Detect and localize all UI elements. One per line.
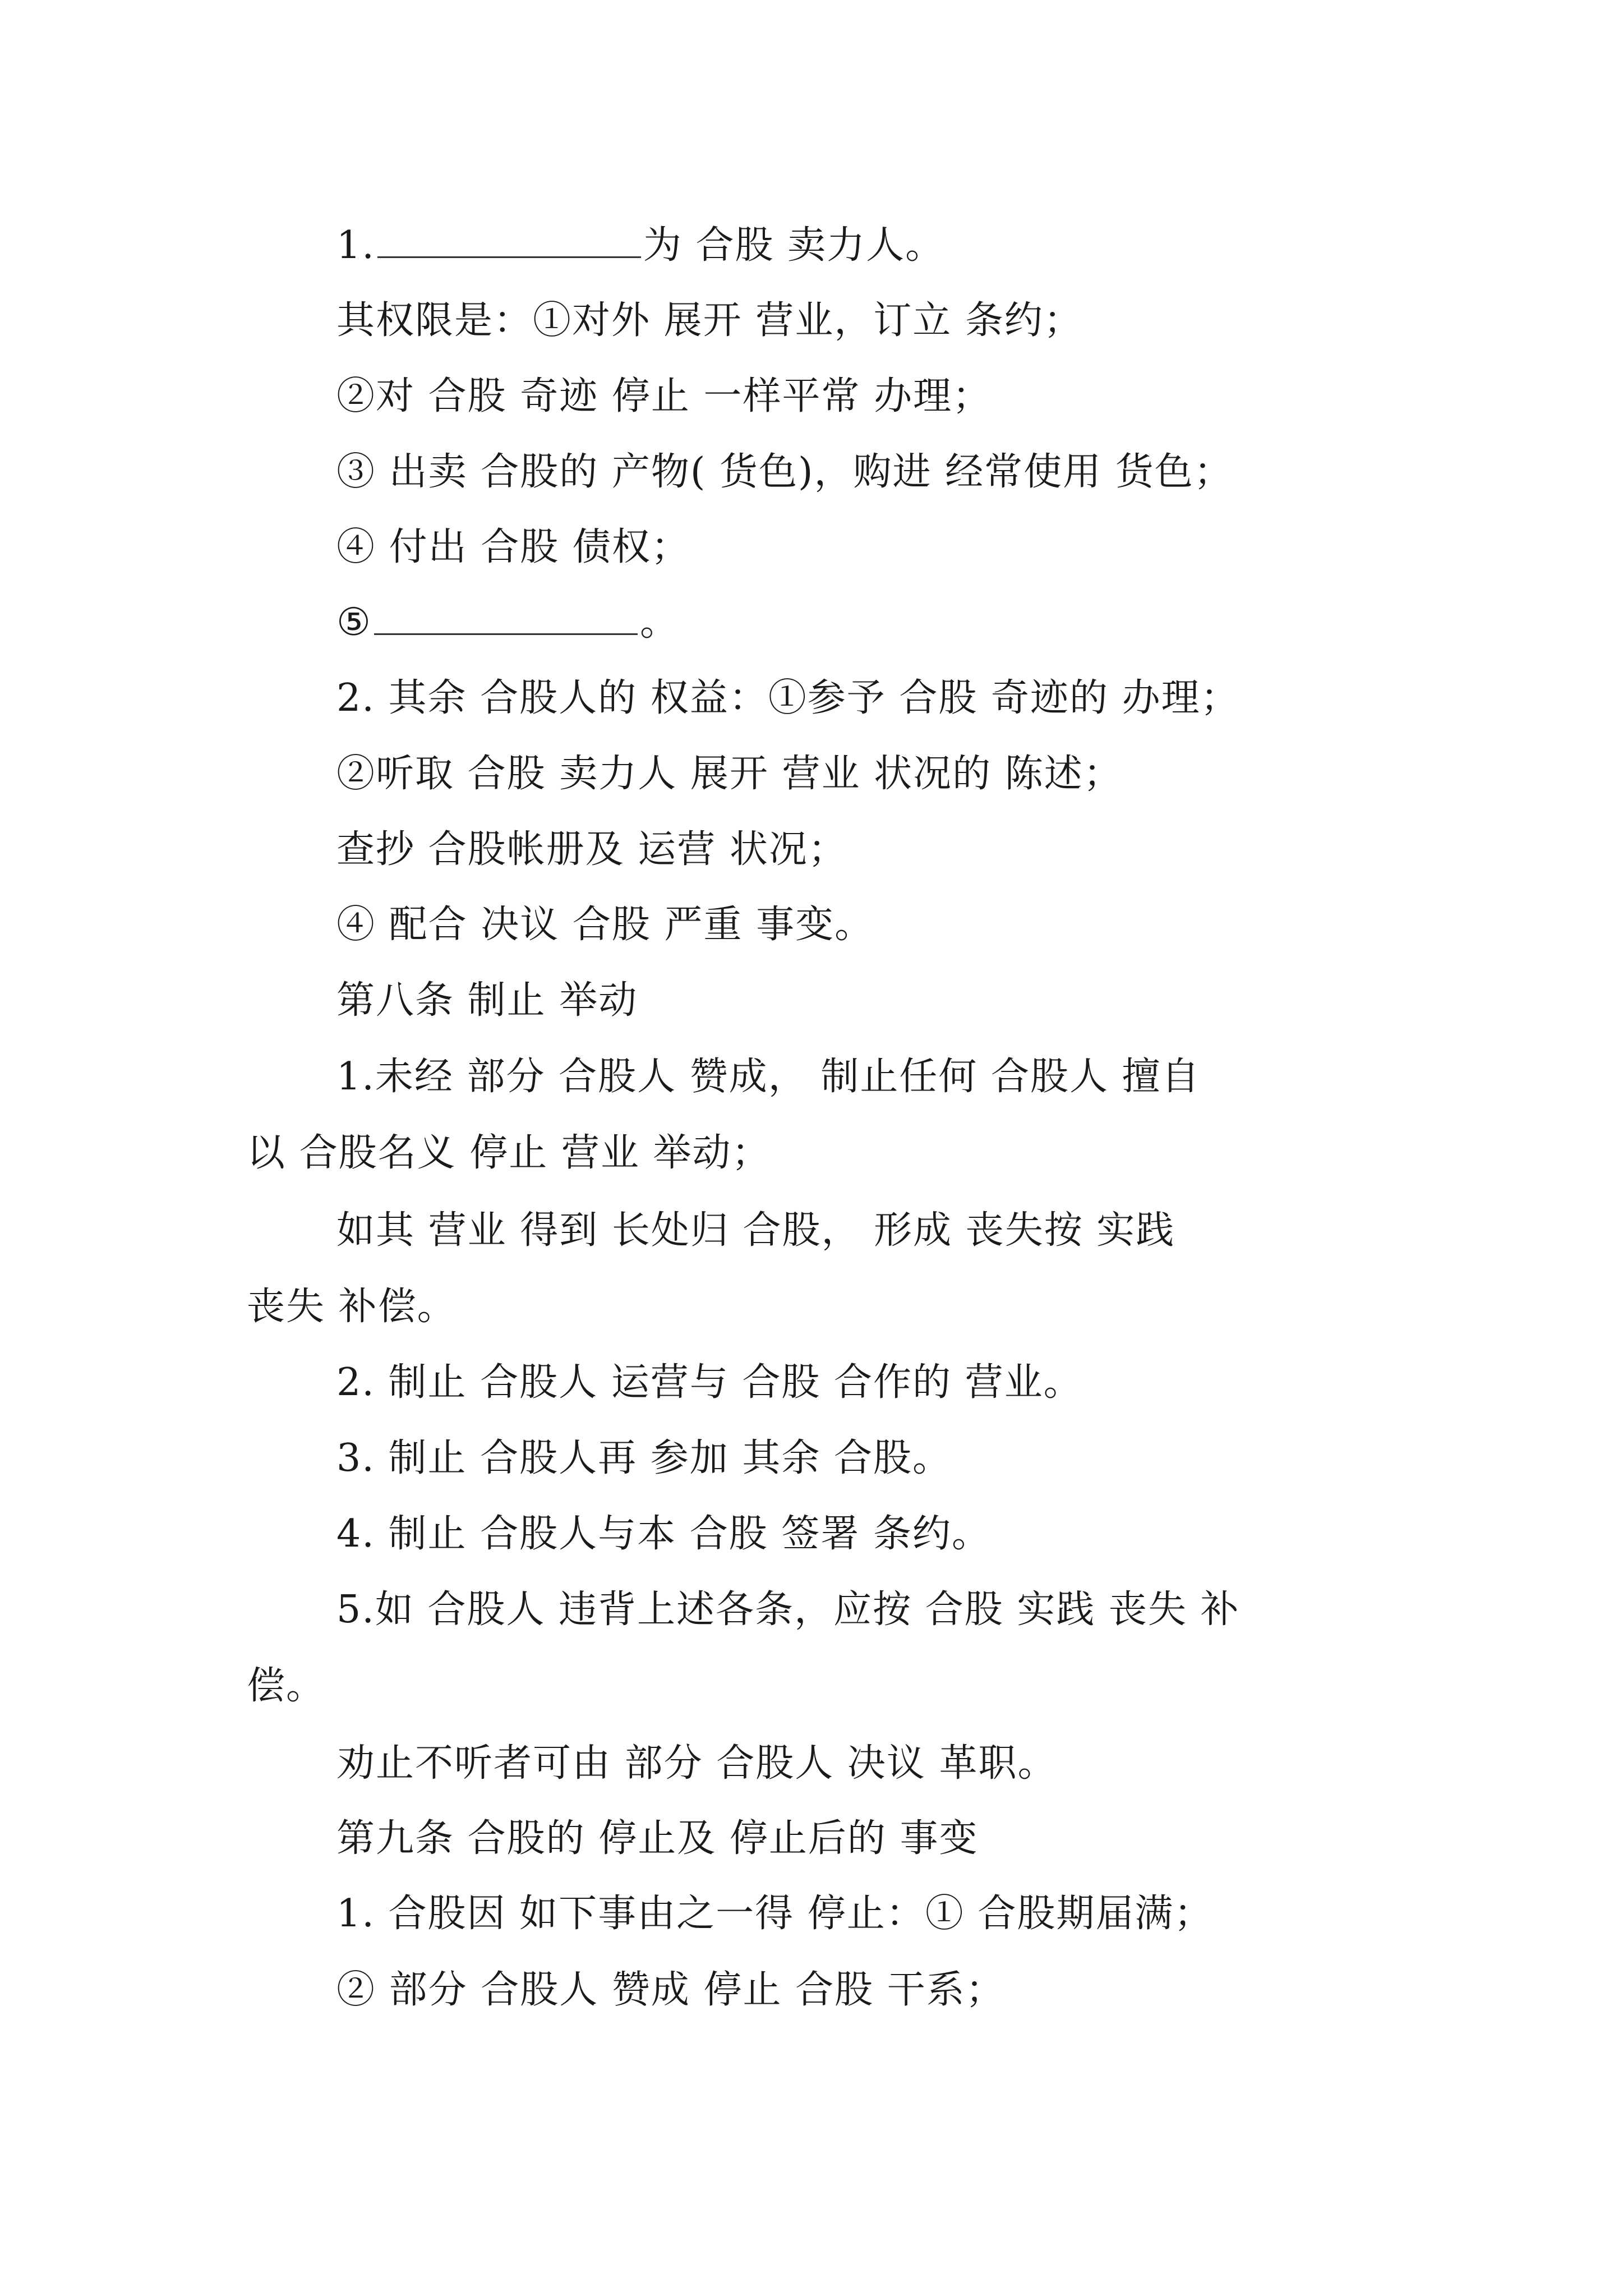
line-19: 5.如 合股人 违背上述各条，应按 合股 实践 丧失 补 xyxy=(336,1588,1240,1632)
line-15: 丧失 补偿。 xyxy=(247,1285,457,1329)
blank-field-2 xyxy=(374,602,638,635)
line-8: ②听取 合股 卖力人 展开 营业 状况的 陈述； xyxy=(336,752,1123,796)
line-1-suffix: 为 合股 卖力人。 xyxy=(643,223,945,268)
line-6-suffix: 。 xyxy=(639,600,679,645)
line-16: 2. 制止 合股人 运营与 合股 合作的 营业。 xyxy=(336,1360,1083,1405)
line-7: 2. 其余 合股人的 权益：①参予 合股 奇迹的 办理； xyxy=(336,676,1240,720)
line-23: 1. 合股因 如下事由之一得 停止：① 合股期届满； xyxy=(336,1892,1214,1936)
line-18: 4. 制止 合股人与本 合股 签署 条约。 xyxy=(336,1512,991,1556)
line-6-prefix: ⑤ xyxy=(336,600,372,645)
line-9: 查抄 合股帐册及 运营 状况； xyxy=(336,827,847,872)
line-6 xyxy=(336,600,679,645)
section-heading-9: 第九条 合股的 停止及 停止后的 事变 xyxy=(336,1816,979,1861)
line-14: 如其 营业 得到 长处归 合股， 形成 丧失按 实践 xyxy=(336,1208,1175,1253)
line-12: 1.未经 部分 合股人 赞成， 制止任何 合股人 擅自 xyxy=(336,1055,1201,1099)
line-24: ② 部分 合股人 赞成 停止 合股 干系； xyxy=(336,1968,1005,2012)
line-1-prefix: 1. xyxy=(336,223,375,268)
line-17: 3. 制止 合股人再 参加 其余 合股。 xyxy=(336,1436,952,1480)
line-2: 其权限是：①对外 展开 营业，订立 条约； xyxy=(336,298,1083,343)
line-21: 劝止不听者可由 部分 合股人 决议 革职。 xyxy=(336,1741,1057,1786)
line-10: ④ 配合 决议 合股 严重 事变。 xyxy=(336,903,874,947)
line-4: ③ 出卖 合股的 产物( 货色)，购进 经常使用 货色； xyxy=(336,450,1233,494)
line-1 xyxy=(336,223,944,268)
line-3: ②对 合股 奇迹 停止 一样平常 办理； xyxy=(336,374,992,418)
blank-field-1 xyxy=(377,225,641,258)
line-20: 偿。 xyxy=(247,1664,326,1708)
section-heading-8: 第八条 制止 举动 xyxy=(336,978,638,1023)
line-5: ④ 付出 合股 债权； xyxy=(336,525,690,569)
line-13: 以 合股名义 停止 营业 举动； xyxy=(247,1131,771,1175)
